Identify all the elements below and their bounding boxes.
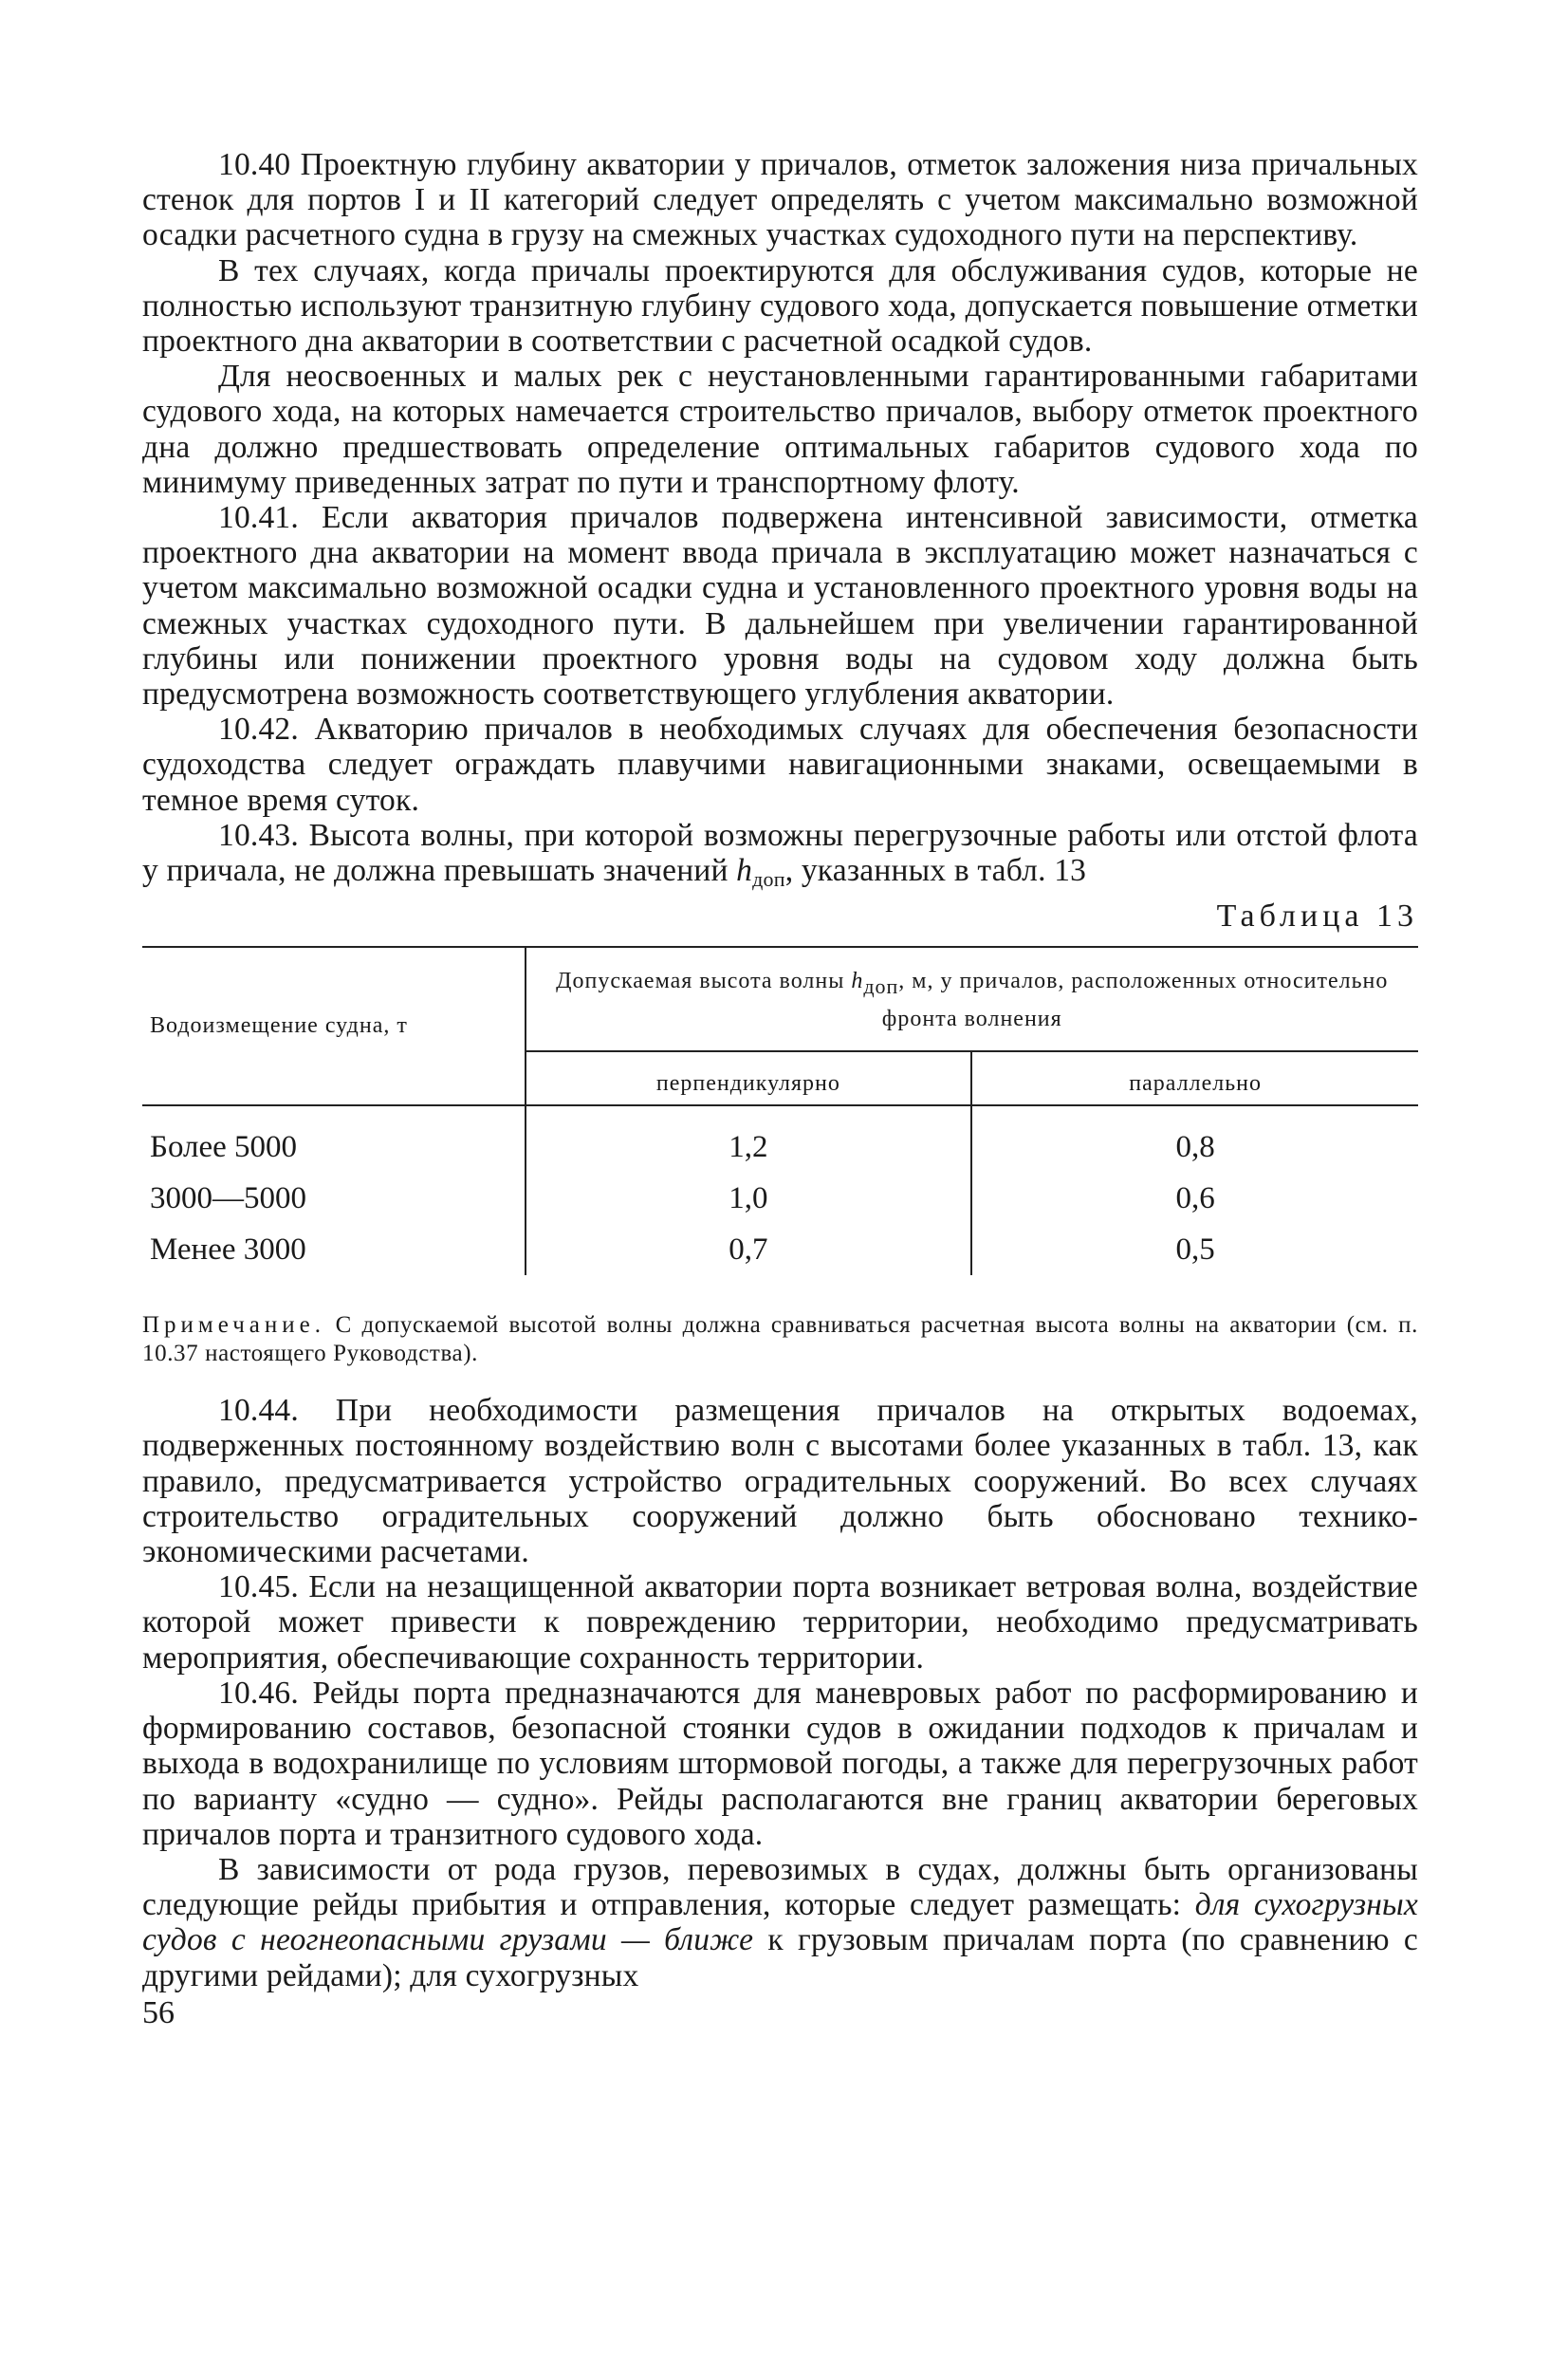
paragraph-transit-depth: В тех случаях, когда причалы проектируются для обслуживания судов, которые не полностью используют транзитную глубину судового хода, допускается повышение отметки проектного дна акватории в соответствии с расчетной осадкой судов.	[142, 252, 1418, 360]
paragraph-10-40: 10.40 Проектную глубину акватории у причалов, отметок заложения низа причальных стенок для портов I и II категорий следует определять с учетом максимально возможной осадки расчетного судна в грузу на смежных участках судоходного пути на перспективу.	[142, 147, 1418, 253]
paragraph-10-41: 10.41. Если акватория причалов подвержена интенсивной зависимости, отметка проектного дна акватории на момент ввода причала в эксплуатацию может назначаться с учетом максимально возможной осадки судна и установленного проектного уровня воды на смежных участках судоходного пути. В дальнейшем при увеличении гарантированной глубины или понижении проектного уровня воды на судовом ходу должна быть предусмотрена возможность соответствующего углубления акватории.	[142, 500, 1418, 713]
table-row: Более 5000 1,2 0,8	[142, 1105, 1418, 1173]
paragraph-10-46: 10.46. Рейды порта предназначаются для маневровых работ по расформированию и формированию составов, безопасной стоянки судов в ожидании подходов к причалам и выхода в водохранилище по условиям штормовой погоды, а также для перегрузочных работ по варианту «судно — судно». Рейды располагаются вне границ акватории береговых причалов порта и транзитного судового хода.	[142, 1675, 1418, 1852]
note-text: С допускаемой высотой волны должна сравниваться расчетная высота волны на акватории (см. п. 10.37 настоящего Руководства).	[142, 1312, 1418, 1367]
paragraph-10-44: 10.44. При необходимости размещения причалов на открытых водоемах, подверженных постоянному воздействию волн с высотами более указанных в табл. 13, как правило, предусматривается устройство оградительных сооружений. Во всех случаях строительство оградительных сооружений должно быть обосновано технико-экономическими расчетами.	[142, 1393, 1418, 1570]
wave-height-table	[142, 946, 1418, 1275]
table-header-parallel: параллельно	[971, 1051, 1418, 1105]
paragraph-10-45: 10.45. Если на незащищенной акватории порта возникает ветровая волна, воздействие которой может привести к повреждению территории, необходимо предусматривать мероприятия, обеспечивающие сохранность территории.	[142, 1569, 1418, 1676]
page-number: 56	[142, 1994, 175, 2030]
table-note	[142, 1311, 1418, 1368]
paragraph-small-rivers: Для неосвоенных и малых рек с неустановленными гарантированными габаритами судового хода, на которых намечается строительство причалов, выбору отметок проектного дна должно предшествовать определение оптимальных габаритов судового хода по минимуму приведенных затрат по пути и транспортному флоту.	[142, 359, 1418, 500]
paragraph-10-42: 10.42. Акваторию причалов в необходимых случаях для обеспечения безопасности судоходства следует ограждать плавучими навигационными знаками, освещаемыми в темное время суток.	[142, 712, 1418, 818]
paragraph-roadsteads: В зависимости от рода грузов, перевозимых в судах, должны быть организованы следующие рейды прибытия и отправления, которые следует размещать: для сухогрузных судов с неогнеопасными грузами — ближе к грузовым причалам порта (по сравнению с другими рейдами); для сухогрузных	[142, 1851, 1419, 1993]
table-header-group: Допускаемая высота волны hдоп, м, у причалов, расположенных относительно фронта волнения	[526, 947, 1419, 1051]
note-label: Примечание.	[142, 1312, 326, 1339]
table-row: Менее 3000 0,7 0,5	[142, 1224, 1418, 1275]
table-label: Таблица 13	[1216, 899, 1418, 935]
wave-height-subscript: доп	[752, 867, 785, 892]
paragraph-10-43: 10.43. Высота волны, при которой возможны перегрузочные работы или отстой флота у причала, не должна превышать значений $h_{доп}$, указанных в табл. 13	[142, 817, 1418, 892]
document-page	[142, 147, 1418, 2031]
italic-phrase: для сухогрузных судов с неогнеопасными грузами — ближе	[142, 1887, 1419, 1958]
table-header-displacement: Водоизмещение судна, т	[142, 947, 526, 1105]
table-row: 3000—5000 1,0 0,6	[142, 1173, 1418, 1224]
table-header-perpendicular: перпендикулярно	[526, 1051, 972, 1105]
wave-height-symbol: h	[736, 853, 753, 889]
